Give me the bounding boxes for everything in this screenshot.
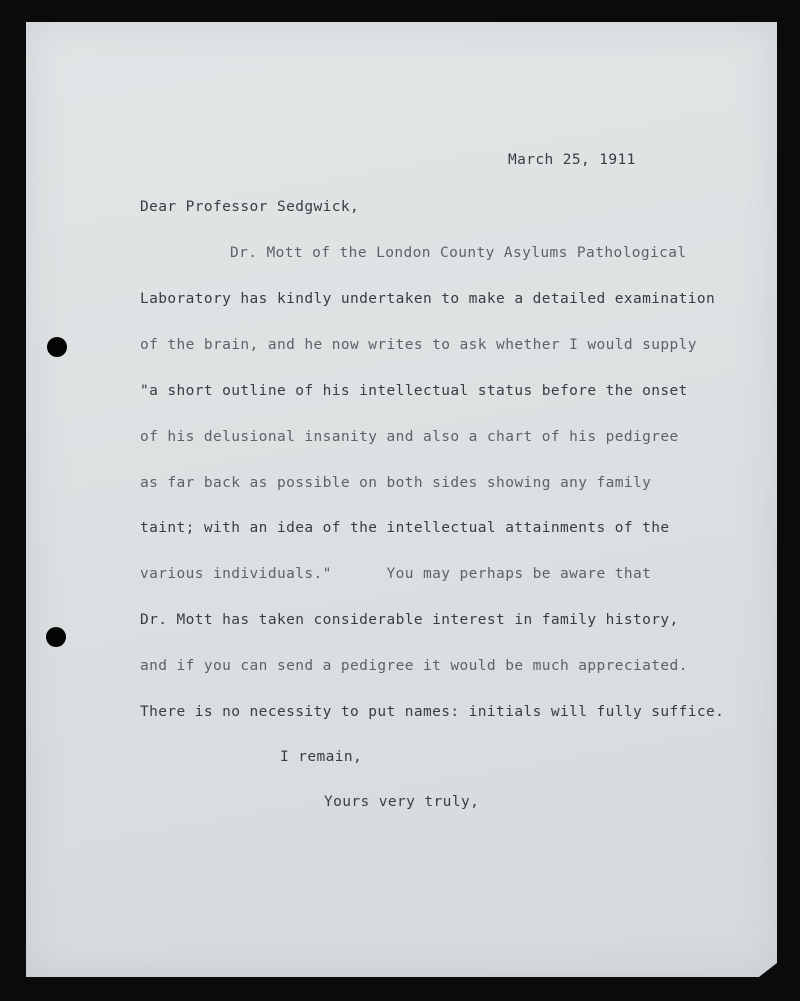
body-line: of his delusional insanity and also a chart of his pedigree [140,429,679,445]
punch-hole-bottom [46,627,66,647]
body-line: Dr. Mott of the London County Asylums Pathological [230,245,687,261]
body-line: of the brain, and he now writes to ask whether I would supply [140,337,697,353]
body-line: Laboratory has kindly undertaken to make a detailed examination [140,291,716,307]
corner-fold [759,963,777,977]
letter-date: March 25, 1911 [508,152,636,168]
body-line: and if you can send a pedigree it would be much appreciated. [140,658,688,674]
body-line: taint; with an idea of the intellectual attainments of the [140,520,670,536]
punch-hole-top [47,337,67,357]
body-line: "a short outline of his intellectual status before the onset [140,383,688,399]
body-line: Dr. Mott has taken considerable interest in family history, [140,612,679,628]
letter-page [26,22,777,977]
closing-i-remain: I remain, [280,749,363,765]
body-line: as far back as possible on both sides showing any family [140,475,652,491]
body-line: There is no necessity to put names: initials will fully suffice. [140,704,725,720]
letter-salutation: Dear Professor Sedgwick, [140,199,360,215]
closing-yours: Yours very truly, [324,794,480,810]
body-line: various individuals." You may perhaps be aware that [140,566,652,582]
